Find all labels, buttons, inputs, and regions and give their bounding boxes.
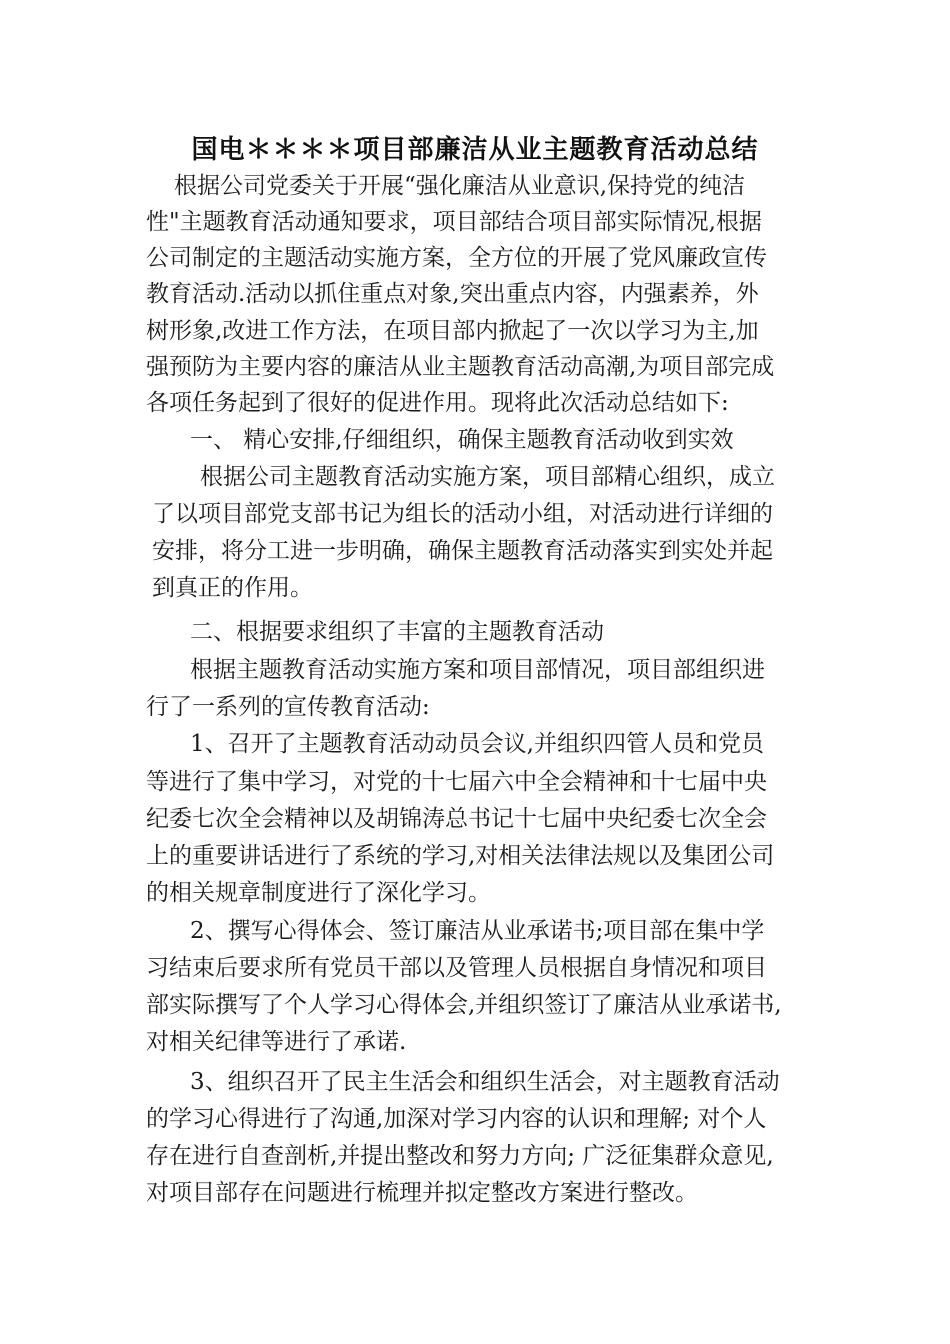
- paragraph-line: 行了一系列的宣传教育活动:: [146, 694, 430, 720]
- paragraph-line: 公司制定的主题活动实施方案，全方位的开展了党风廉政宣传: [146, 245, 767, 271]
- paragraph-line: 纪委七次全会精神以及胡锦涛总书记十七届中央纪委七次全会: [146, 806, 767, 832]
- paragraph-line: 习结束后要求所有党员干部以及管理人员根据自身情况和项目: [146, 955, 767, 981]
- document-title: 国电＊＊＊＊项目部廉洁从业主题教育活动总结: [191, 135, 759, 165]
- paragraph-line: 安排，将分工进一步明确，确保主题教育活动落实到实处并起: [152, 538, 773, 564]
- paragraph-line: 的学习心得进行了沟通,加深对学习内容的认识和理解; 对个人: [146, 1106, 767, 1132]
- paragraph-line: 的相关规章制度进行了深化学习。: [146, 880, 491, 906]
- paragraph-line: 各项任务起到了很好的促进作用。现将此次活动总结如下:: [146, 390, 729, 416]
- paragraph-line: 对相关纪律等进行了承诺.: [146, 1029, 407, 1055]
- paragraph-line: 到真正的作用。: [152, 575, 313, 601]
- paragraph-line: 部实际撰写了个人学习心得体会,并组织签订了廉洁从业承诺书,: [146, 992, 782, 1018]
- paragraph-line: 存在进行自查剖析,并提出整改和努力方向; 广泛征集群众意见,: [146, 1143, 774, 1169]
- paragraph-line: 3、组织召开了民主生活会和组织生活会，对主题教育活动: [190, 1069, 780, 1095]
- paragraph-line: 了以项目部党支部书记为组长的活动小组，对活动进行详细的: [152, 501, 773, 527]
- paragraph-line: 根据公司主题教育活动实施方案，项目部精心组织，成立: [200, 464, 775, 490]
- paragraph-line: 对项目部存在问题进行梳理并拟定整改方案进行整改。: [146, 1180, 698, 1206]
- paragraph-line: 1、召开了主题教育活动动员会议,并组织四管人员和党员: [190, 731, 764, 757]
- paragraph-line: 等进行了集中学习，对党的十七届六中全会精神和十七届中央: [146, 769, 767, 795]
- paragraph-line: 根据公司党委关于开展“强化廉洁从业意识,保持党的纯洁: [174, 173, 746, 199]
- paragraph-line: 性"主题教育活动通知要求，项目部结合项目部实际情况,根据: [146, 209, 762, 235]
- paragraph-line: 教育活动.活动以抓住重点对象,突出重点内容，内强素养，外: [146, 281, 759, 307]
- section-heading: 一、 精心安排,仔细组织，确保主题教育活动收到实效: [190, 427, 734, 453]
- paragraph-line: 树形象,改进工作方法，在项目部内掀起了一次以学习为主,加: [146, 318, 759, 344]
- section-heading: 二、根据要求组织了丰富的主题教育活动: [190, 619, 604, 645]
- paragraph-line: 强预防为主要内容的廉洁从业主题教育活动高潮,为项目部完成: [146, 354, 775, 380]
- paragraph-line: 上的重要讲话进行了系统的学习,对相关法律法规以及集团公司: [146, 843, 775, 869]
- paragraph-line: 根据主题教育活动实施方案和项目部情况，项目部组织进: [190, 657, 765, 683]
- paragraph-line: 2、撰写心得体会、签订廉洁从业承诺书;项目部在集中学: [190, 918, 765, 944]
